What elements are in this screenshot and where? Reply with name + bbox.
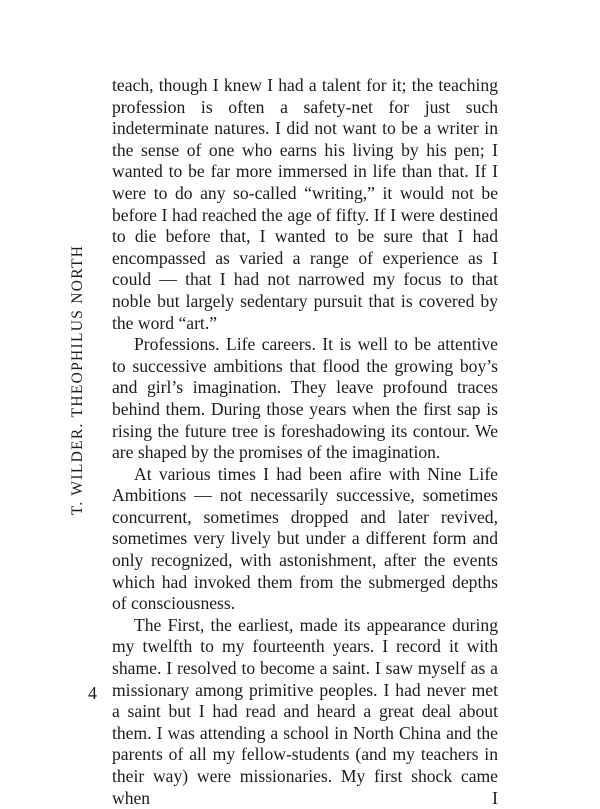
- page-number: 4: [88, 683, 97, 703]
- running-head: T. WILDER. THEOPHILUS NORTH: [69, 244, 86, 516]
- paragraph-3: At various times I had been afire with Nine Life Ambitions — not necessarily successive, sometimes concurrent, sometimes dropped and later revived, sometimes very lively but under a different form and only recognized, with astonishment, after the events which had invoked them from the submerged depths of consciousness.: [112, 463, 498, 614]
- paragraph-2: Professions. Life careers. It is well to be attentive to successive ambitions that flood the growing boy’s and girl’s imagination. They leave profound traces behind them. During those years when the first sap is rising the future tree is foreshadowing its contour. We are shaped by the promises of the imagination.: [112, 334, 498, 463]
- paragraph-4: The First, the earliest, made its appearance during my twelfth to my fourteenth years. I record it with shame. I resolved to become a saint. I saw myself as a missionary among primitive peoples. I had never met a saint but I had read and heard a great deal about them. I was attending a school in North China and the parents of all my fellow-students (and my teachers in their way) were missionaries. My first shock came when I: [112, 614, 498, 808]
- paragraph-1: teach, though I knew I had a talent for it; the teaching profession is often a safety-net for just such indeterminate natures. I did not want to be a writer in the sense of one who earns his living by his pen; I wanted to be far more immersed in life than that. If I were to do any so-called “writing,” it would not be before I had reached the age of fifty. If I were destined to die before that, I wanted to be sure that I had encompassed as varied a range of experience as I could — that I had not narrowed my focus to that noble but largely sedentary pursuit that is covered by the word “art.”: [112, 75, 498, 333]
- body-text: [112, 75, 498, 809]
